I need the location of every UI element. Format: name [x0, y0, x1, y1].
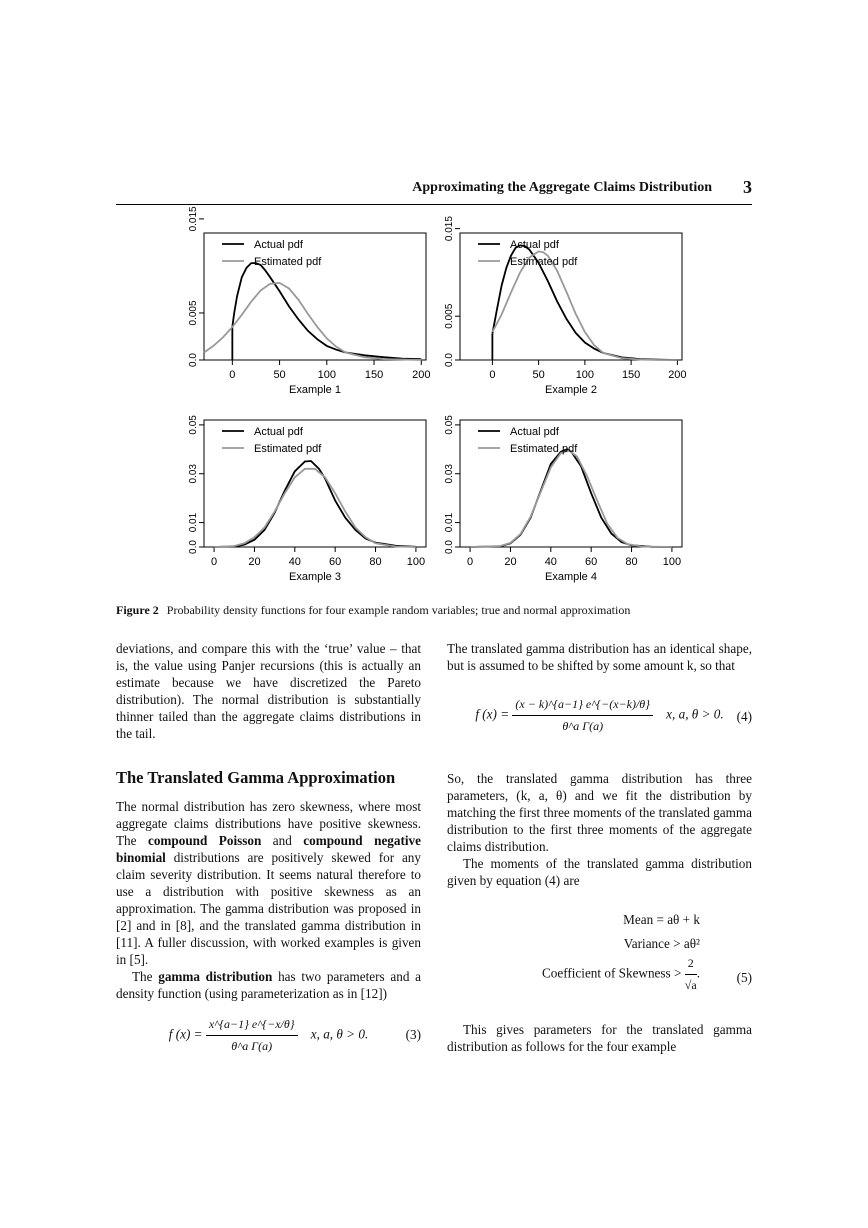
bold-term: compound Poisson — [147, 833, 262, 848]
x-axis-label: Example 2 — [545, 384, 597, 396]
eq-fraction — [685, 955, 697, 994]
eq-lhs: f (x) = — [168, 1026, 203, 1042]
y-tick-label: 0.03 — [444, 463, 455, 484]
x-tick-label: 100 — [406, 556, 426, 568]
text-run: The — [132, 969, 159, 984]
chart-example-2 — [436, 216, 696, 405]
y-tick-label: 0.05 — [444, 415, 455, 435]
equation-number: (4) — [736, 709, 752, 724]
eq-fraction — [512, 696, 653, 735]
equation-5 — [447, 911, 752, 1001]
eq-condition: x, a, θ > 0. — [310, 1026, 369, 1042]
legend-label: Actual pdf — [510, 426, 559, 438]
x-axis-label: Example 1 — [289, 384, 341, 396]
y-tick-label: 0.0 — [188, 540, 199, 554]
moment-skewness: Coefficient of Skewness > $\frac{2}{√a}$ . — [541, 956, 700, 992]
series-line — [470, 451, 672, 548]
legend-label: Estimated pdf — [510, 256, 578, 268]
x-axis-label: Example 3 — [289, 571, 341, 583]
y-tick-label: 0.03 — [188, 463, 199, 484]
x-tick-label: 80 — [369, 556, 382, 568]
equation-3 — [116, 1016, 421, 1056]
eq-numerator: x^{a−1} e^{−x/θ} — [206, 1016, 298, 1036]
x-tick-label: 80 — [625, 556, 638, 568]
y-tick-label: 0.005 — [188, 300, 199, 326]
x-tick-label: 40 — [544, 556, 557, 568]
left-column — [116, 640, 421, 1056]
x-tick-label: 0 — [229, 369, 236, 381]
eq-numerator: (x − k)^{a−1} e^{−(x−k)/θ} — [512, 696, 653, 716]
equation-4 — [447, 696, 752, 740]
x-tick-label: 60 — [329, 556, 342, 568]
x-tick-label: 20 — [248, 556, 261, 568]
paragraph: The translated gamma distribution has an identical shape, but is assumed to be shifted by some amount k, so that — [447, 641, 752, 673]
plot-frame — [460, 233, 682, 360]
equation-number: (5) — [736, 970, 752, 985]
y-tick-label: 0.01 — [444, 512, 455, 533]
paragraph: deviations, and compare this with the ‘true’ value – that is, the value using Panjer recursions (this is actually an estimate because we have discretized the Pareto distribution). The normal distribution is substantially thinner tailed than the aggregate claims distributions in the tail. — [116, 641, 421, 741]
figure-caption — [116, 603, 756, 618]
x-tick-label: 200 — [412, 369, 431, 381]
chart-example-3 — [180, 412, 440, 592]
paragraph — [116, 798, 421, 968]
y-tick-label: 0.0 — [188, 353, 199, 367]
x-tick-label: 150 — [364, 369, 384, 381]
legend-label: Estimated pdf — [254, 443, 322, 455]
x-tick-label: 0 — [489, 369, 496, 381]
x-tick-label: 0 — [467, 556, 474, 568]
chart-example-1 — [180, 206, 440, 405]
y-tick-label: 0.015 — [188, 206, 199, 232]
text-run: The normal distribution has zero skewness, where most aggregate claims distributions have positive skewness. The — [116, 799, 421, 848]
eq-condition: x, a, θ > 0. — [666, 706, 724, 722]
plot-frame — [460, 420, 682, 547]
bold-term: compound negative binomial — [116, 833, 421, 865]
y-tick-label: 0.0 — [444, 540, 455, 554]
text-run: has two parameters and a density function (using parameterization as in [12]) — [116, 969, 421, 1001]
moment-mean: Mean = aθ + k — [623, 912, 700, 927]
right-column — [447, 640, 752, 1055]
legend-label: Estimated pdf — [510, 443, 578, 455]
x-tick-label: 100 — [662, 556, 682, 568]
x-tick-label: 20 — [504, 556, 517, 568]
y-tick-label: 0.005 — [444, 303, 455, 329]
legend-label: Estimated pdf — [254, 256, 322, 268]
legend-label: Actual pdf — [254, 239, 303, 251]
eq-numerator: 2 — [685, 955, 697, 975]
eq-lhs: f (x) = — [475, 706, 510, 722]
paragraph: So, the translated gamma distribution has three parameters, (k, a, θ) and we fit the distribution by matching the first three moments of the translated gamma distribution to the first three moments of the aggregate claims distribution. — [447, 771, 752, 854]
running-title: Approximating the Aggregate Claims Distribution — [412, 180, 712, 195]
bold-term: gamma distribution — [158, 969, 273, 984]
y-tick-label: 0.015 — [444, 216, 455, 242]
y-tick-label: 0.0 — [444, 353, 455, 367]
series-line — [214, 461, 416, 547]
eq-lhs: Coefficient of Skewness > — [541, 965, 682, 981]
x-tick-label: 50 — [532, 369, 545, 381]
legend-label: Actual pdf — [510, 239, 559, 251]
legend-label: Actual pdf — [254, 426, 303, 438]
x-tick-label: 100 — [575, 369, 595, 381]
series-line — [214, 469, 416, 547]
x-tick-label: 100 — [317, 369, 336, 381]
paragraph: The moments of the translated gamma distribution given by equation (4) are — [447, 856, 752, 888]
moment-variance: Variance > aθ² — [623, 936, 700, 951]
section-heading: The Translated Gamma Approximation — [116, 768, 396, 787]
chart-example-4 — [436, 412, 696, 592]
paragraph — [116, 968, 421, 1002]
y-tick-label: 0.01 — [188, 512, 199, 533]
x-tick-label: 50 — [273, 369, 286, 381]
running-header — [116, 177, 752, 205]
x-axis-label: Example 4 — [545, 571, 597, 583]
eq-denominator: θ^a Γ(a) — [562, 719, 604, 733]
y-tick-label: 0.05 — [188, 415, 199, 435]
x-tick-label: 150 — [621, 369, 641, 381]
eq-denominator: θ^a Γ(a) — [231, 1039, 273, 1053]
eq-fraction — [206, 1016, 298, 1055]
equation-number: (3) — [405, 1027, 421, 1042]
x-tick-label: 60 — [585, 556, 598, 568]
x-tick-label: 0 — [211, 556, 218, 568]
text-run: distributions are positively skewed for any claim severity distribution. It seems natural therefore to use a distribution with positive skewness as an approximation. The gamma distribution was proposed in [2] and in [8], and the translated gamma distribution in [11]. A fuller discussion, with worked examples is given in [5]. — [116, 850, 421, 967]
series-line — [470, 449, 672, 547]
x-tick-label: 40 — [288, 556, 301, 568]
figure-label: Figure 2 — [116, 603, 159, 617]
series-line — [232, 263, 421, 359]
eq-denominator: √a — [684, 978, 697, 992]
plot-frame — [204, 420, 426, 547]
paragraph: This gives parameters for the translated gamma distribution as follows for the four example — [447, 1022, 752, 1054]
figure-caption-text: Probability density functions for four example random variables; true and normal approximation — [166, 603, 631, 617]
text-run: and — [261, 833, 304, 848]
page-number: 3 — [743, 177, 752, 197]
x-tick-label: 200 — [668, 369, 687, 381]
